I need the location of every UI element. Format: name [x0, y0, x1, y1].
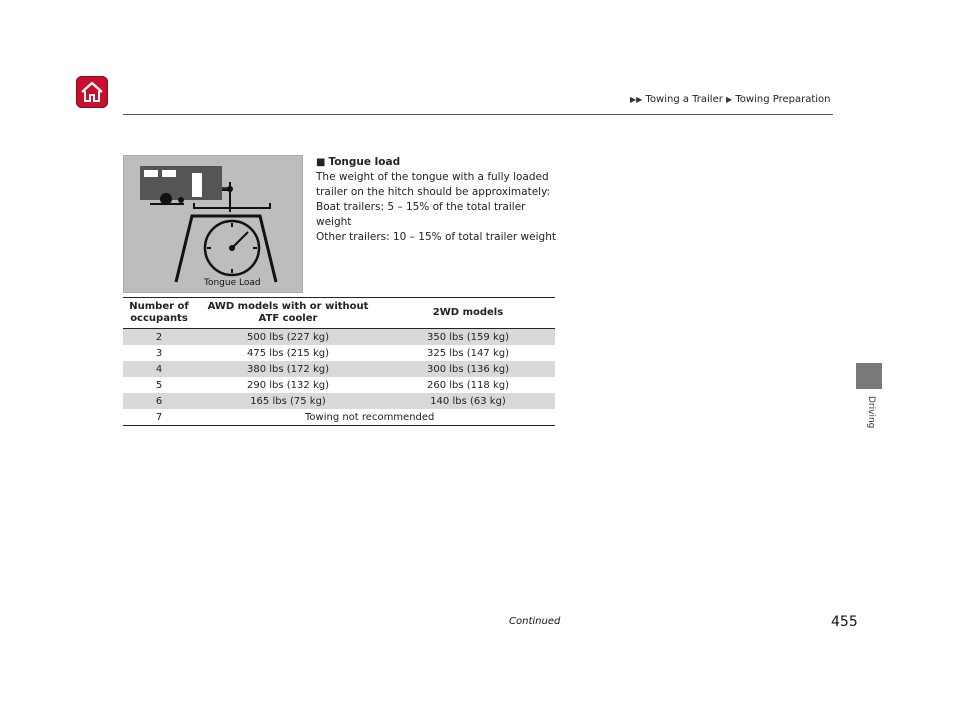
- cell-2wd: 140 lbs (63 kg): [381, 393, 555, 409]
- double-triangle-right-icon: ▶▶: [630, 95, 643, 104]
- header-rule: [123, 114, 833, 115]
- table-row: [123, 329, 555, 346]
- tongue-load-section: [316, 155, 566, 245]
- cell-occupants: 2: [123, 329, 195, 346]
- cell-occupants: 7: [123, 409, 195, 426]
- cell-2wd: 350 lbs (159 kg): [381, 329, 555, 346]
- section-line: The weight of the tongue with a fully loaded: [316, 171, 549, 183]
- table-row: [123, 393, 555, 409]
- page-number: 455: [831, 614, 858, 630]
- header-occupants: Number of occupants: [123, 298, 195, 329]
- home-button[interactable]: [76, 76, 108, 108]
- breadcrumb-item-towing-a-trailer[interactable]: Towing a Trailer: [645, 94, 723, 105]
- section-line: Other trailers: 10 – 15% of total trailer weight: [316, 231, 556, 243]
- section-heading: ■ Tongue load: [316, 156, 401, 168]
- section-line: Boat trailers: 5 – 15% of the total trailer: [316, 201, 526, 213]
- home-icon: [80, 81, 104, 103]
- table-row: [123, 409, 555, 426]
- cell-2wd: 300 lbs (136 kg): [381, 361, 555, 377]
- continued-label[interactable]: Continued: [509, 616, 561, 627]
- cell-awd: 380 lbs (172 kg): [195, 361, 381, 377]
- cell-2wd: 260 lbs (118 kg): [427, 379, 509, 391]
- square-bullet-icon: ■: [316, 157, 326, 168]
- cell-awd: 290 lbs (132 kg): [247, 379, 329, 391]
- table-header-row: [123, 298, 555, 329]
- table-row: [123, 361, 555, 377]
- triangle-right-icon: ▶: [726, 95, 733, 104]
- trailer-scale-illustration: [124, 156, 304, 294]
- cell-2wd: 325 lbs (147 kg): [427, 347, 509, 359]
- section-line: trailer on the hitch should be approximately:: [316, 186, 551, 198]
- header-awd-models: AWD models with or without ATF cooler: [195, 298, 381, 329]
- tongue-load-figure: [123, 155, 303, 293]
- table-row: [123, 377, 555, 393]
- side-tab[interactable]: [856, 363, 882, 389]
- cell-awd: 475 lbs (215 kg): [247, 347, 329, 359]
- breadcrumb: [630, 94, 831, 105]
- breadcrumb-item-towing-preparation[interactable]: Towing Preparation: [735, 94, 831, 105]
- cell-occupants: 6: [123, 393, 195, 409]
- side-tab-label: Driving: [866, 396, 876, 429]
- header-2wd-models: 2WD models: [381, 298, 555, 329]
- table-row: [123, 345, 555, 361]
- cell-occupants: 5: [155, 379, 163, 391]
- tongue-load-table: [123, 297, 555, 426]
- cell-merged: Towing not recommended: [195, 409, 555, 426]
- cell-awd: 500 lbs (227 kg): [195, 329, 381, 346]
- section-line: weight: [316, 216, 352, 228]
- cell-occupants: 4: [123, 361, 195, 377]
- cell-occupants: 3: [155, 347, 163, 359]
- figure-caption: Tongue Load: [204, 278, 261, 288]
- cell-awd: 165 lbs (75 kg): [195, 393, 381, 409]
